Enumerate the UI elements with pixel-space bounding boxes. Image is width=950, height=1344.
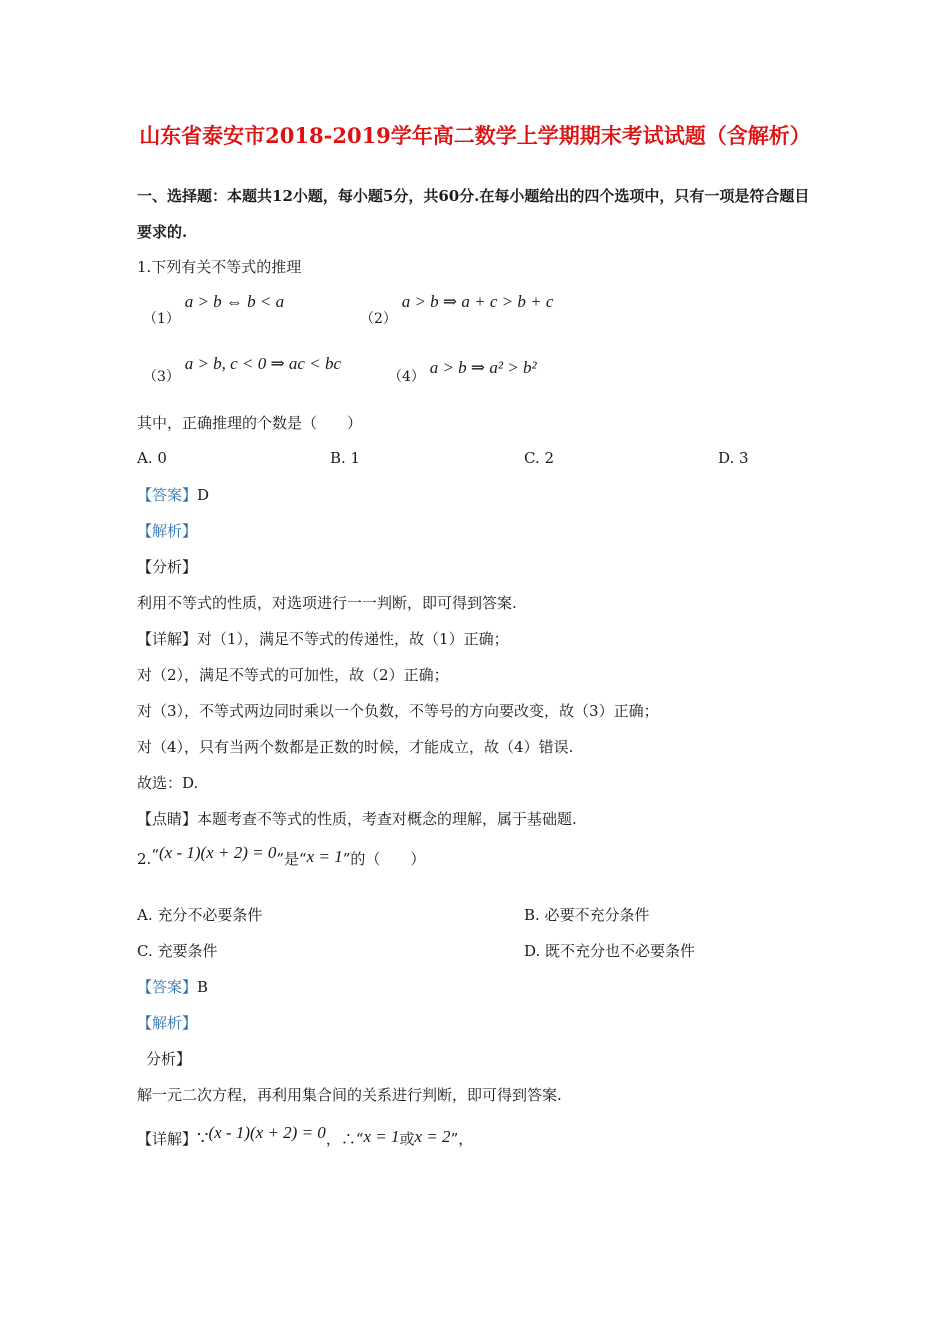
q1-item-label: （2） <box>360 311 397 327</box>
detail-text: 对（1），满足不等式的传递性，故（1）正确； <box>197 630 509 648</box>
q2-answer <box>137 976 208 997</box>
because-symbol: ∵ <box>197 1128 209 1149</box>
q1-detail-3: 对（3），不等式两边同时乘以一个负数，不等号的方向要改变，故（3）正确； <box>137 702 659 720</box>
dianjing-tag: 【点睛】 <box>137 810 198 828</box>
q2-mid: ”是“ <box>276 850 307 868</box>
section-heading: 一、选择题：本题共12小题，每小题5分，共60分.在每小题给出的四个选项中，只有一项是符合题目要求的. <box>137 187 810 241</box>
q2-detail <box>137 1123 474 1149</box>
document-title: 山东省泰安市2018-2019学年高二数学上学期期末考试试题（含解析） <box>139 123 811 148</box>
q1-ask: 其中，正确推理的个数是（ ） <box>137 414 363 432</box>
q1-choose: 故选：D. <box>137 774 199 792</box>
q1-answer <box>137 484 209 505</box>
q1-stem: 1.下列有关不等式的推理 <box>137 258 302 276</box>
q1-detail-4: 对（4），只有当两个数都是正数的时候，才能成立，故（4）错误. <box>137 738 574 756</box>
q2-option-d: D. 既不充分也不必要条件 <box>524 942 696 960</box>
q2-option-c: C. 充要条件 <box>137 942 218 960</box>
q1-item-expr: a > b ⇔ b < a <box>184 292 285 311</box>
q1-item-expr: a > b ⇒ a + c > b + c <box>401 292 554 311</box>
q1-item-expr: a > b ⇒ a² > b² <box>429 358 537 377</box>
q1-item-label: （4） <box>388 369 425 385</box>
q1-item-2 <box>360 292 554 327</box>
q1-item-4 <box>388 358 537 385</box>
q2-fenxi: 解一元二次方程，再利用集合间的关系进行判断，即可得到答案. <box>137 1086 562 1104</box>
q2-stem <box>137 843 426 869</box>
therefore-symbol: ，∴“ <box>325 1130 364 1148</box>
q1-option-d: D. 3 <box>718 449 749 467</box>
answer-value: B <box>197 978 209 996</box>
answer-tag: 【答案】 <box>137 978 198 996</box>
q1-dianjing <box>137 808 577 829</box>
q2-analysis-tag: 【解析】 <box>137 1014 198 1032</box>
q1-option-a: A. 0 <box>137 449 167 467</box>
q2-detail-expr1: (x - 1)(x + 2) = 0 <box>208 1123 326 1142</box>
q2-option-a: A. 充分不必要条件 <box>137 906 263 924</box>
q1-item-label: （3） <box>143 369 180 385</box>
q2-detail-expr2: x = 1 <box>363 1127 400 1146</box>
q2-detail-expr3: x = 2 <box>414 1127 451 1146</box>
q1-detail-1 <box>137 628 509 649</box>
detail-tag: 【详解】 <box>137 630 198 648</box>
q1-analysis-tag: 【解析】 <box>137 522 198 540</box>
q2-expr1: (x - 1)(x + 2) = 0 <box>158 843 277 862</box>
q2-num: 2. <box>137 850 152 868</box>
answer-tag: 【答案】 <box>137 486 198 504</box>
detail-tag: 【详解】 <box>137 1130 198 1148</box>
q2-expr2: x = 1 <box>306 847 343 866</box>
q1-option-c: C. 2 <box>524 449 555 467</box>
q2-detail-end: ”， <box>450 1130 474 1148</box>
q1-option-b: B. 1 <box>330 449 361 467</box>
q1-fenxi-tag: 【分析】 <box>137 558 198 576</box>
q2-open-quote: “ <box>151 846 159 864</box>
q2-option-b: B. 必要不充分条件 <box>524 906 650 924</box>
q1-detail-2: 对（2），满足不等式的可加性，故（2）正确； <box>137 666 449 684</box>
q1-item-label: （1） <box>143 311 180 327</box>
or-word: 或 <box>399 1130 415 1148</box>
q1-item-3 <box>143 354 341 385</box>
q2-end: ”的（ ） <box>342 850 426 868</box>
q1-item-expr: a > b, c < 0 ⇒ ac < bc <box>184 354 341 373</box>
q1-item-1 <box>143 292 285 327</box>
answer-value: D <box>197 486 210 504</box>
q1-fenxi: 利用不等式的性质，对选项进行一一判断，即可得到答案. <box>137 594 517 612</box>
dianjing-text: 本题考查不等式的性质，考查对概念的理解，属于基础题. <box>197 810 577 828</box>
q2-fenxi-tag: 分析】 <box>146 1050 192 1068</box>
